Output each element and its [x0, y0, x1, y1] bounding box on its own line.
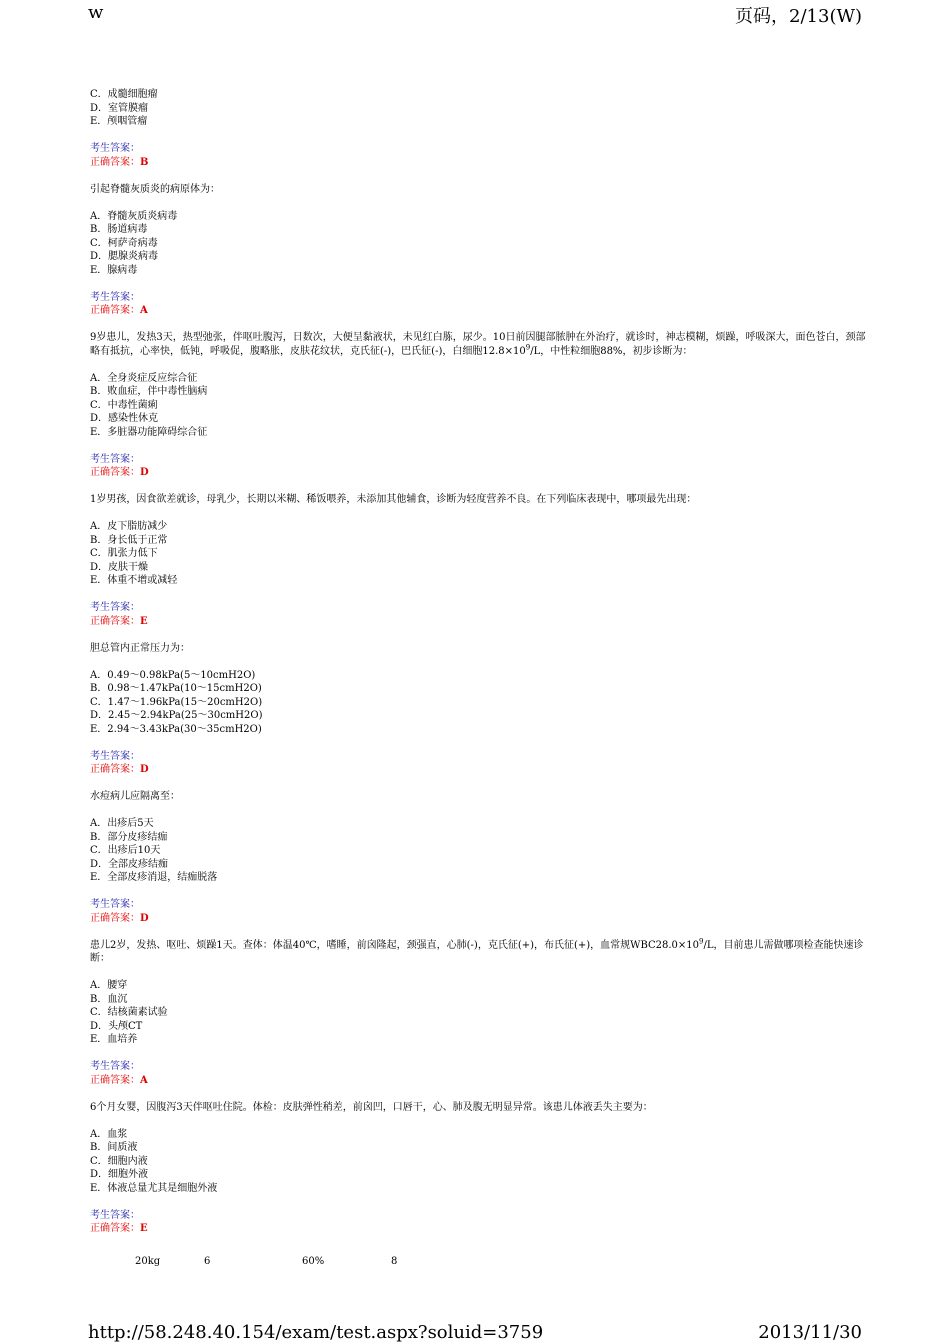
- option-a: A．全身炎症反应综合征: [90, 372, 198, 384]
- question-stem: 引起脊髓灰质炎的病原体为：: [90, 183, 220, 195]
- examinee-answer-label: 考生答案：: [90, 1209, 140, 1221]
- correct-answer-value: D: [140, 912, 149, 924]
- fragment-number-2: 8: [391, 1256, 398, 1267]
- option-e: E．颅咽管瘤: [90, 116, 148, 127]
- correct-answer-label: 正确答案：: [90, 1223, 140, 1234]
- superscript: 9: [525, 343, 531, 352]
- option-a: A．出疹后5天: [90, 818, 154, 829]
- option-e: E．体液总量尤其是细胞外液: [90, 1182, 218, 1194]
- correct-answer-value: E: [140, 615, 148, 627]
- question-list: [90, 88, 870, 1236]
- correct-answer: [90, 1222, 870, 1236]
- question-stem-text-end: /L，目前患儿需做哪项检查能快速诊断：: [90, 939, 864, 964]
- option-b: B．部分皮疹结痂: [90, 831, 168, 843]
- correct-answer-value: D: [140, 467, 149, 478]
- option-e: E．多脏器功能障碍综合征: [90, 426, 208, 438]
- option-b: B．血沉: [90, 993, 128, 1005]
- option-d: D．头颅CT: [90, 1020, 143, 1032]
- option-e: E．血培养: [90, 1034, 138, 1045]
- question-1: [90, 183, 870, 318]
- question-stem: [90, 331, 870, 358]
- examinee-answer-label: 考生答案：: [90, 291, 140, 303]
- examinee-answer-label: 考生答案：: [90, 899, 140, 910]
- correct-answer: [90, 1074, 870, 1088]
- examinee-answer-label: 考生答案：: [90, 750, 140, 762]
- correct-answer-value: A: [140, 305, 148, 316]
- question-5: [90, 790, 870, 925]
- question-2: [90, 331, 870, 480]
- fragment-weight: 20kg: [135, 1256, 161, 1267]
- correct-answer-value: B: [140, 156, 149, 168]
- fragment-number: 6: [204, 1256, 211, 1267]
- question-4: [90, 642, 870, 777]
- option-c: C．肌张力低下: [90, 548, 158, 559]
- option-d: D．腮腺炎病毒: [90, 251, 159, 262]
- option-a: A．0.49～0.98kPa(5～10cmH2O): [90, 669, 256, 681]
- option-d: D．细胞外液: [90, 1169, 149, 1180]
- examinee-answer-label: 考生答案：: [90, 453, 140, 465]
- question-stem: 6个月女婴，因腹泻3天伴呕吐住院。体检：皮肤弹性稍差，前囟凹，口唇干，心、肺及腹无明显异常。该患儿体液丢失主要为：: [90, 1101, 653, 1113]
- correct-answer: [90, 156, 870, 170]
- option-c: C．柯萨奇病毒: [90, 237, 158, 249]
- examinee-answer-label: 考生答案：: [90, 143, 140, 154]
- option-c: C．结核菌素试验: [90, 1007, 168, 1018]
- option-d: D．室管膜瘤: [90, 102, 149, 114]
- option-e: E．体重不增或减轻: [90, 575, 178, 586]
- header-page-number: 页码，2/13(W): [735, 6, 862, 27]
- option-d: D．皮肤干燥: [90, 561, 149, 573]
- question-stem: 1岁男孩，因食欲差就诊，母乳少，长期以米糊、稀饭喂养，未添加其他辅食，诊断为轻度营养不良。在下列临床表现中，哪项最先出现：: [90, 494, 697, 505]
- option-d: D．2.45～2.94kPa(25～30cmH2O): [90, 710, 263, 721]
- correct-answer-label: 正确答案：: [90, 156, 140, 168]
- option-e: E．2.94～3.43kPa(30～35cmH2O): [90, 723, 262, 735]
- correct-answer: [90, 763, 870, 777]
- examinee-answer-label: 考生答案：: [90, 602, 140, 613]
- correct-answer-label: 正确答案：: [90, 764, 140, 775]
- option-b: B．0.98～1.47kPa(10～15cmH2O): [90, 683, 262, 694]
- question-0: [90, 88, 870, 169]
- correct-answer: [90, 466, 870, 480]
- option-a: A．脊髓灰质炎病毒: [90, 210, 178, 222]
- question-7: [90, 1101, 870, 1236]
- correct-answer-label: 正确答案：: [90, 1074, 140, 1086]
- question-stem-text: 9岁患儿，发热3天，热型弛张，伴呕吐腹泻，日数次，大便呈黏液状，未见红白胨，尿少。10日前因腿部脓肿在外治疗，就诊时，神志模糊，烦躁，呼吸深大，面色苍白，颈部略有抵抗，心率快，低钝，呼吸促，腹略胀，皮肤花纹状，克氏征(-)，巴氏征(-)，白细胞12.8×10: [90, 332, 866, 357]
- correct-answer: [90, 912, 870, 926]
- fragment-percent: 60%: [302, 1256, 325, 1267]
- option-b: B．肠道病毒: [90, 224, 148, 235]
- question-3: [90, 493, 870, 628]
- option-c: C．成髓细胞瘤: [90, 89, 158, 100]
- correct-answer-value: E: [140, 1223, 148, 1234]
- option-a: A．腰穿: [90, 980, 128, 991]
- option-c: C．细胞内液: [90, 1155, 148, 1167]
- option-c: C．出疹后10天: [90, 845, 161, 856]
- option-c: C．中毒性菌痢: [90, 399, 158, 411]
- question-6: [90, 939, 870, 1088]
- correct-answer: [90, 304, 870, 318]
- question-stem: 胆总管内正常压力为：: [90, 642, 190, 654]
- superscript: 9: [699, 937, 704, 946]
- correct-answer-label: 正确答案：: [90, 912, 140, 924]
- option-d: D．全部皮疹结痂: [90, 858, 169, 870]
- correct-answer-value: A: [140, 1074, 148, 1086]
- correct-answer-label: 正确答案：: [90, 615, 140, 627]
- correct-answer-label: 正确答案：: [90, 467, 140, 478]
- question-stem-text: 患儿2岁，发热、呕吐、烦躁1天。查体：体温40℃，嗜睡，前囟隆起，颈强直，心肺(-)，克氏征(+)，布氏征(+)，血常规WBC28.0×10: [90, 939, 700, 951]
- option-c: C．1.47～1.96kPa(15～20cmH2O): [90, 696, 263, 708]
- option-b: B．身长低于正常: [90, 534, 168, 546]
- option-e: E．全部皮疹消退，结痂脱落: [90, 872, 218, 883]
- footer-date: 2013/11/30: [758, 1322, 862, 1343]
- header-left: w: [88, 2, 104, 23]
- question-stem: [90, 939, 870, 966]
- footer-url[interactable]: http://58.248.40.154/exam/test.aspx?soluid=3759: [88, 1322, 544, 1343]
- correct-answer-value: D: [140, 764, 149, 775]
- examinee-answer-label: 考生答案：: [90, 1061, 140, 1072]
- correct-answer: [90, 615, 870, 629]
- question-stem: 水痘病儿应隔离至：: [90, 791, 180, 802]
- option-e: E．腺病毒: [90, 264, 138, 276]
- correct-answer-label: 正确答案：: [90, 305, 140, 316]
- option-b: B．间质液: [90, 1142, 138, 1153]
- option-a: A．血浆: [90, 1128, 128, 1140]
- question-stem-text-end: /L，中性粒细胞88%，初步诊断为：: [530, 345, 693, 357]
- option-d: D．感染性休克: [90, 413, 159, 424]
- option-a: A．皮下脂肪减少: [90, 521, 168, 532]
- option-b: B．败血症，伴中毒性脑病: [90, 386, 208, 397]
